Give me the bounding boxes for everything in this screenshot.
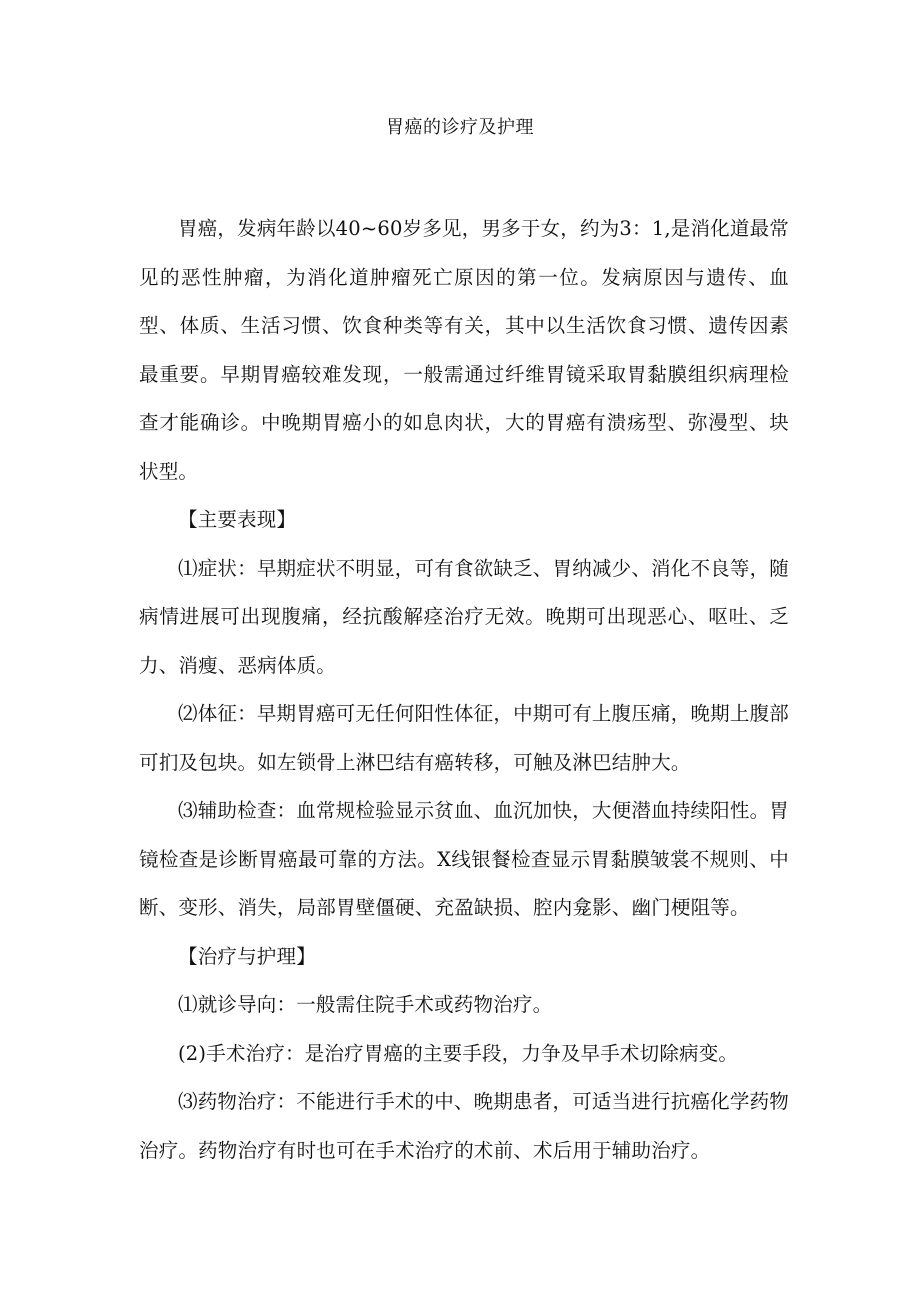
paragraph-intro: 胃癌，发病年龄以40~60岁多见，男多于女，约为3：1,是消化道最常见的恶性肿瘤，为消化道肿瘤死亡原因的第一位。发病原因与遗传、血型、体质、生活习惯、饮食种类等有关，其中以生活饮食习惯、遗传因素最重要。早期胃癌较难发现，一般需通过纤维胃镜采取胃黏膜组织病理检查才能确诊。中晚期胃癌小的如息肉状，大的胃癌有溃疡型、弥漫型、块状型。 (139, 217, 789, 483)
paragraph-surgery: (2)手术治疗：是治疗胃癌的主要手段，力争及早手术切除病变。 (178, 1041, 739, 1065)
paragraph-symptoms: ⑴症状：早期症状不明显，可有食欲缺乏、胃纳减少、消化不良等，随病情进展可出现腹痛，经抗酸解痉治疗无效。晚期可出现恶心、呕吐、乏力、消瘦、恶病体质。 (139, 556, 789, 677)
section-heading-main-manifestations: 【主要表现】 (178, 508, 297, 531)
document-body (139, 205, 789, 1175)
document-title: 胃癌的诊疗及护理 (386, 117, 534, 138)
paragraph-consultation: ⑴就诊导向：一般需住院手术或药物治疗。 (178, 993, 553, 1016)
paragraph-auxiliary-exams: ⑶辅助检查：血常规检验显示贫血、血沉加快，大便潜血持续阳性。胃镜检查是诊断胃癌最可靠的方法。X线银餐检查显示胃黏膜皱裳不规则、中断、变形、消失，局部胃壁僵硬、充盈缺损、腔内龛影、幽门梗阻等。 (139, 799, 789, 919)
paragraph-drug-therapy: ⑶药物治疗：不能进行手术的中、晚期患者，可适当进行抗癌化学药物治疗。药物治疗有时也可在手术治疗的术前、术后用于辅助治疗。 (139, 1090, 789, 1162)
section-heading-treatment-care: 【治疗与护理】 (178, 944, 316, 968)
paragraph-signs: ⑵体征：早期胃癌可无任何阳性体征，中期可有上腹压痛，晚期上腹部可扪及包块。如左锁骨上淋巴结有癌转移，可触及淋巴结肿大。 (139, 702, 789, 774)
